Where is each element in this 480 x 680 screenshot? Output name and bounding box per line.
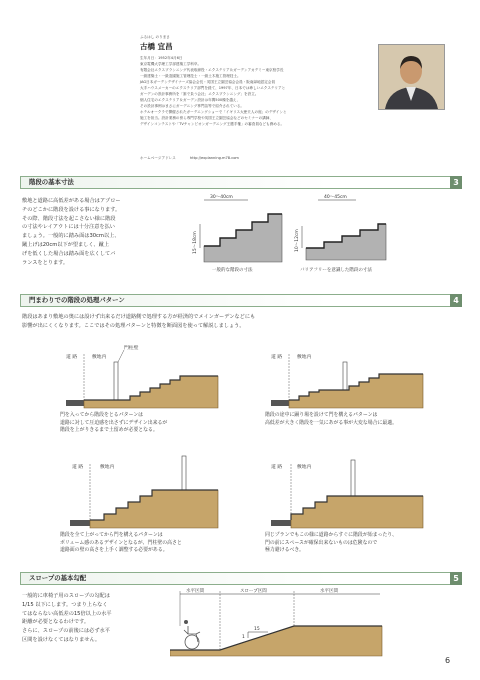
height-dim-label: 15〜18cm bbox=[193, 231, 198, 254]
road-surface bbox=[271, 400, 289, 406]
site-label: 敷地内 bbox=[100, 465, 115, 470]
stair-dimensions-text: 敷地と道路に高低差がある場合はアプロー チのどこかに階段を設ける事になります。 その際、階段寸法を起こさない様に階段 の寸法やレイアウトには十分注意を払い ましょう。一般的に踏み面は30cm以上、 蹴上げは20cm以下が望ましく、蹴上 げを低くした場合は踏み面を広くしてバ ランスをとります。 bbox=[22, 198, 121, 266]
road-label: 道 路 bbox=[271, 355, 283, 360]
pattern-2-diagram bbox=[265, 340, 425, 410]
ratio-run: 15 bbox=[254, 627, 260, 632]
gate-post bbox=[114, 362, 118, 400]
homepage-url[interactable]: http://explanning.m78.com bbox=[190, 156, 239, 160]
height-dim-label: 10〜12cm bbox=[295, 229, 300, 252]
gate-post bbox=[351, 460, 355, 496]
pattern-1-diagram bbox=[60, 340, 220, 410]
ratio-rise: 1 bbox=[242, 635, 245, 640]
pattern-3-diagram bbox=[60, 450, 220, 530]
slope-section-label: スロープ区間 bbox=[240, 589, 267, 594]
wheelchair-icon bbox=[184, 620, 200, 649]
slope-earth bbox=[170, 626, 382, 656]
site-label: 敷地内 bbox=[297, 355, 312, 360]
flat-section-label-1: 水平区間 bbox=[186, 589, 204, 594]
gate-post bbox=[343, 362, 347, 390]
slope-diagram bbox=[170, 586, 385, 658]
width-dim-label: 40〜45cm bbox=[324, 195, 347, 200]
barrier-free-stair-diagram bbox=[290, 192, 390, 274]
road-label: 道 路 bbox=[72, 465, 84, 470]
pattern-1-caption: 門を入ってから階段をとるパターンは 道路に対して圧迫感を出さずにデザイン出来るが 階段を上がりきるまで土留めが必要となる。 bbox=[60, 412, 168, 433]
stair-caption: バリアフリーを意識した階段の寸法 bbox=[300, 268, 372, 273]
section-5-header: スロープの基本勾配 5 bbox=[20, 572, 462, 585]
pattern-2-caption: 階段の途中に踊り場を設けて門を構えるパターンは 高低差が大きく階段を一気にあがる事が大変な場合に最適。 bbox=[265, 412, 398, 426]
pattern-4-diagram bbox=[265, 450, 425, 530]
name-ruby: ふるはし のりまさ bbox=[140, 35, 170, 39]
section-3-header: 階段の基本寸法 3 bbox=[20, 176, 462, 189]
width-dim-label: 30〜40cm bbox=[210, 195, 233, 200]
homepage-label: ホームページアドレス bbox=[140, 156, 176, 160]
stair-earth bbox=[289, 374, 423, 408]
road-surface bbox=[66, 400, 84, 406]
pattern-4-caption: 同じプランでもこの様に道路からすぐに階段が始まったり、 門の前にスペースが確保出来ないものは危険なので 極力避けるべき。 bbox=[265, 532, 398, 553]
road-label: 道 路 bbox=[271, 465, 283, 470]
section-4-header: 門まわりでの階段の処理パターン 4 bbox=[20, 294, 462, 307]
standard-stair-diagram bbox=[192, 192, 287, 274]
stair-caption: 一般的な階段の寸法 bbox=[212, 268, 253, 273]
gate-patterns-intro: 階段はあまり敷地の奥には設けず出来るだけ道路側で処理する方が経済的でメインガーデンなどにも 影響が出にくくなります。ここではその処理パターンと特徴を断面図を使って解説しましょう。 bbox=[22, 314, 256, 329]
road-surface bbox=[271, 520, 291, 526]
road-surface bbox=[70, 520, 90, 526]
site-label: 敷地内 bbox=[297, 465, 312, 470]
gate-post bbox=[182, 456, 186, 490]
stair-earth bbox=[90, 490, 218, 528]
slope-text: 一般的に車椅子用のスロープの勾配は 1/15 以下にします。つまり上らなく てはならない高低差の15倍以上の水平 距離が必要となるわけです。 さらに、スロープの前後には必ず水平 区間を設けなくてはなりません。 bbox=[22, 593, 112, 643]
stair-section bbox=[204, 214, 282, 262]
page-number: 6 bbox=[445, 656, 451, 665]
gatepost-label: 門柱壁 bbox=[124, 346, 139, 351]
author-name: 古橋 宜昌 bbox=[140, 42, 173, 51]
site-label: 敷地内 bbox=[92, 355, 107, 360]
author-photo bbox=[378, 44, 445, 110]
stair-earth bbox=[291, 496, 423, 528]
author-bio: 生年月日：1952年4月6日 東京電機大学理工学部建築工学科卒。 有限会社エクスプランニング代表取締役・エクステリア＆ガーデンアカデミー東京校学長 一級建築士・一級造園施工管理技士・一級土木施工管理技士。 JAG日本ガーデンデザイナーズ協会会長・英国王立園芸協会会員・阪南緑地認定会員 大手ハウスメーカーのエクステリア部門を経て、1997年、日本では珍しいエクステリアと ガーデンの設計事務所を「誰で負う会社」エクスプランニング」を設立。 個人住宅のエクステリア＆ガーデン設計は年間500棟を越え、 その設計事例はまさにガーデニング専門誌等で紹介されている。 ホテルオークラで開催されたガーデニングショーで「イギリス大使夫人の庭」のデザインと 施工を担当。設計業務の傍ら専門学校や英国王立園芸協会などのセミナーの講師、 デザインコンテストや「TVチャンピオンガーデニング王選手権」の審査員なども務める。 bbox=[140, 56, 287, 126]
flat-section-label-2: 水平区間 bbox=[320, 589, 338, 594]
pattern-3-caption: 階段を全て上がってから門を構えるパターンは ボリューム感のあるデザインとなるが、門柱壁の高さと 道路面の壁の高さを上手く調整する必要がある。 bbox=[60, 532, 182, 553]
stair-earth bbox=[84, 376, 218, 408]
road-label: 道 路 bbox=[66, 355, 78, 360]
